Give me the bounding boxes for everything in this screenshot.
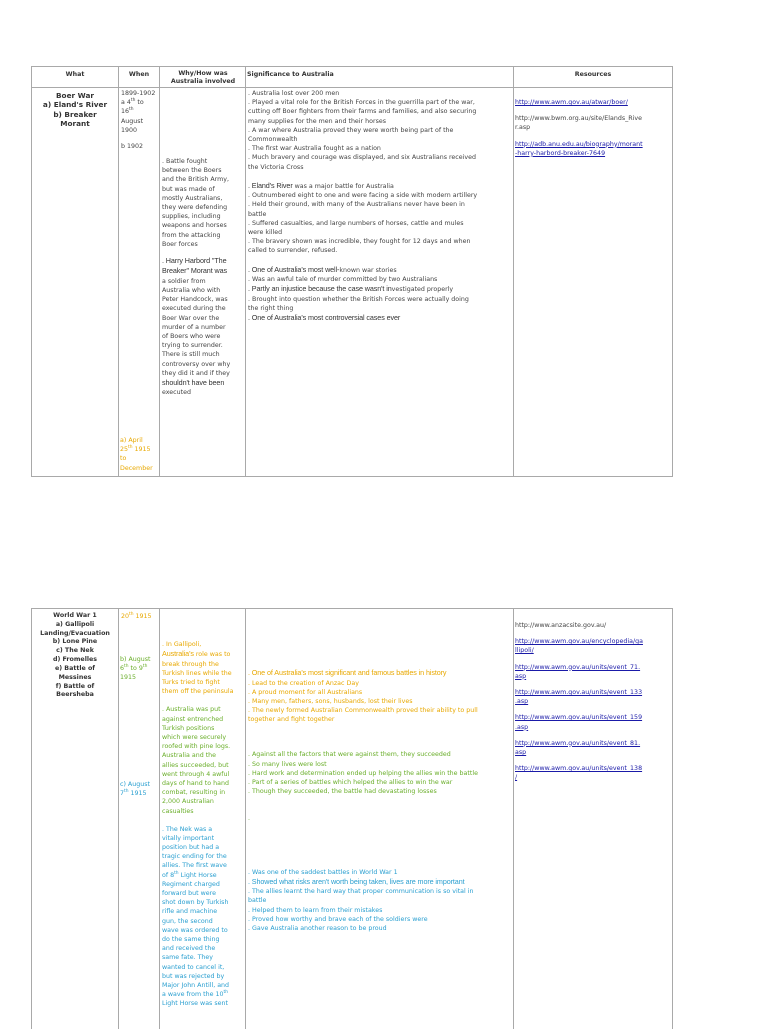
resource-link[interactable]: http://adb.anu.edu.au/biography/morant -harry-harbord-breaker-7649 <box>515 140 643 157</box>
resource-link[interactable]: http://www.awm.gov.au/units/event_138 / <box>515 765 643 782</box>
why-line: which were securely <box>162 734 227 742</box>
why-line: . The Nek was a <box>162 825 213 833</box>
significance-line: the right thing <box>248 304 294 312</box>
why-line: from the attacking <box>162 231 221 239</box>
what-line: a) Eland's River <box>42 100 108 110</box>
significance-line: . Much bravery and courage was displayed, and six Australians received <box>248 154 476 162</box>
why-line: but was made of <box>162 185 215 193</box>
why-line: Australia and the <box>162 752 217 760</box>
why-line: . In Gallipoli, <box>162 641 202 648</box>
when-line: c) August <box>120 781 150 788</box>
significance-line: . Brought into question whether the British Forces were actually doing <box>248 295 469 303</box>
significance-cell <box>248 89 512 324</box>
why-line: allies. The first wave <box>162 862 227 870</box>
when-line: 1899-1902 <box>121 90 156 97</box>
why-line: . Battle fought <box>162 158 208 165</box>
why-line: allies succeeded, but <box>162 761 229 769</box>
resource-link[interactable]: http://www.awm.gov.au/atwar/boer/ <box>515 99 628 106</box>
significance-line: many supplies for the men and their horses <box>248 117 387 125</box>
why-line: Breaker" Morant was <box>162 266 227 276</box>
significance-cell <box>248 668 512 933</box>
why-line: vitally important <box>162 834 215 842</box>
header-resources: Resources <box>574 71 612 78</box>
resource-link[interactable]: http://www.awm.gov.au/units/event_81. asp <box>515 739 641 756</box>
why-line: gun, the second <box>162 917 213 925</box>
why-line: 2,000 Australian <box>162 798 214 806</box>
why-line: they did it and if they <box>162 369 230 377</box>
when-line: b) August <box>120 656 151 663</box>
resources-cell <box>515 621 671 782</box>
why-line: break through the <box>162 660 219 668</box>
what-line: a) Gallipoli <box>55 620 95 628</box>
why-line: Boer forces <box>162 240 198 248</box>
significance-line: . Partly an injustice because the case wasn't investigated properly <box>248 284 454 294</box>
why-line: Peter Handcock, was <box>162 296 228 304</box>
why-line: position but had a <box>162 844 220 852</box>
why-line: days of hand to hand <box>162 779 229 787</box>
significance-line: . Against all the factors that were against them, they succeeded <box>248 751 451 759</box>
significance-line: the Victoria Cross <box>248 163 304 171</box>
significance-line: . Lead to the creation of Anzac Day <box>248 679 359 687</box>
when-cell-c <box>120 780 158 798</box>
why-line: but was rejected by <box>162 972 225 980</box>
why-line: went through 4 awful <box>162 770 230 778</box>
header-what: What <box>65 71 85 78</box>
why-line: do the same thing <box>162 935 220 943</box>
why-line: Boer War over the <box>162 314 220 322</box>
why-line: . Harry Harbord "The <box>162 255 227 265</box>
col-divider <box>513 67 514 476</box>
why-line: and received the <box>162 945 216 953</box>
significance-line: . Outnumbered eight to one and were facing a side with modern artillery <box>248 192 478 200</box>
col-divider <box>118 67 119 476</box>
when-cell-overflow <box>120 436 158 473</box>
when-line: 1915 <box>120 674 137 682</box>
why-line: a wave from the 10th <box>162 989 228 999</box>
why-line: rifle and machine <box>162 908 218 916</box>
when-line: 6th to 9th <box>120 664 148 673</box>
header-row-divider <box>32 87 672 88</box>
why-line: Turkish positions <box>162 724 215 732</box>
significance-line: . The first war Australia fought as a nation <box>248 145 381 153</box>
world-war-1-table <box>31 608 673 1029</box>
why-line: roofed with pine logs. <box>162 743 231 751</box>
what-line: Morant <box>60 119 90 129</box>
col-divider <box>118 609 119 1029</box>
header-why: Why/How was Australia involved <box>170 70 236 85</box>
resource-link[interactable]: http://www.anzacsite.gov.au/ <box>515 622 607 629</box>
what-line: World War 1 <box>53 612 97 619</box>
when-line: 1900 <box>121 126 138 134</box>
what-cell <box>32 612 118 700</box>
when-line: to <box>120 455 127 463</box>
when-line: August <box>121 117 144 125</box>
why-line: Australia who with <box>162 287 221 295</box>
why-line: controversy over why <box>162 360 231 368</box>
why-line: executed during the <box>162 305 226 313</box>
why-line: between the Boers <box>162 167 222 175</box>
when-line: 25th 1915 <box>120 445 151 454</box>
why-line: of Boers who were <box>162 333 221 341</box>
what-line: b) Breaker <box>53 109 97 119</box>
significance-line: . The bravery shown was incredible, they fought for 12 days and when <box>248 238 471 246</box>
why-line: murder of a number <box>162 323 226 331</box>
col-divider <box>159 67 160 476</box>
why-line: casualties <box>162 807 194 815</box>
why-line: wanted to cancel it, <box>162 963 225 971</box>
why-line: weapons and horses <box>162 222 227 230</box>
significance-line: . One of Australia's most controversial cases ever <box>248 313 401 323</box>
when-line: 7th 1915 <box>120 789 147 798</box>
significance-line: . Showed what risks aren't worth being taken, lives are more important <box>248 876 465 886</box>
significance-line: . <box>248 815 251 823</box>
when-line: a 4th to <box>121 98 144 107</box>
significance-line: . A proud moment for all Australians <box>248 688 363 696</box>
significance-line: . Proved how worthy and brave each of the soldiers were <box>248 915 428 923</box>
why-line: supplies, including <box>162 213 221 221</box>
what-line: Beersheba <box>56 691 94 699</box>
what-line: d) Fromelles <box>52 656 98 664</box>
why-line: against entrenched <box>162 715 224 723</box>
why-line: executed <box>162 389 191 397</box>
why-line: Regiment charged <box>162 880 220 888</box>
why-line: There is still much <box>162 351 220 359</box>
why-line: tragic ending for the <box>162 853 227 861</box>
why-line: they were defending <box>162 203 228 211</box>
significance-line: . Helped them to learn from their mistakes <box>248 906 383 914</box>
significance-line: cutting off Boer fighters from their farms and families, and also securing <box>248 108 477 116</box>
significance-line: . Played a vital role for the British Forces in the guerrilla part of the war, <box>248 99 475 107</box>
when-line: b 1902 <box>121 142 144 150</box>
what-line: Landing/Evacuation <box>40 629 110 637</box>
what-cell <box>32 91 118 129</box>
significance-line: called to surrender, refused. <box>248 247 338 255</box>
why-line: Major John Antill, and <box>162 981 230 989</box>
significance-line: . Held their ground, with many of the Australians never have been in <box>248 201 465 209</box>
significance-line: . Suffered casualties, and large numbers of horses, cattle and mules <box>248 219 464 227</box>
why-line: Turkish lines while the <box>162 669 232 677</box>
col-divider <box>513 609 514 1029</box>
what-line: c) The Nek <box>56 647 94 655</box>
when-cell <box>121 612 159 621</box>
resource-link[interactable]: http://www.awm.gov.au/units/event_133 .asp <box>515 688 643 706</box>
when-line: 20th 1915 <box>121 611 152 620</box>
significance-line: battle <box>248 210 267 218</box>
significance-line: battle <box>248 897 267 905</box>
when-line: December <box>120 464 153 472</box>
header-when: When <box>128 71 150 78</box>
col-divider <box>245 609 246 1029</box>
resource-link[interactable]: http://www.bwm.org.au/site/Elands_Rive r.asp <box>515 115 642 132</box>
when-cell-b <box>120 655 158 683</box>
why-line: same fate. They <box>162 954 214 962</box>
resource-link[interactable]: http://www.awm.gov.au/units/event_71. asp <box>515 663 641 680</box>
significance-line: . Eland's River was a major battle for Australia <box>248 180 394 190</box>
resource-link[interactable]: http://www.awm.gov.au/encyclopedia/ga llipoli/ <box>515 638 643 655</box>
what-line: b) Lone Pine <box>52 638 98 646</box>
why-line: and the British Army, <box>162 176 229 184</box>
significance-line: together and fight together <box>248 716 335 724</box>
significance-line: . The allies learnt the hard way that proper communication is so vital in <box>248 888 474 896</box>
significance-line: . So many lives were lost <box>248 760 327 768</box>
significance-line: . Many men, fathers, sons, husbands, lost their lives <box>248 697 413 705</box>
why-line: wave was ordered to <box>162 926 228 934</box>
when-cell <box>121 89 159 151</box>
why-line: mostly Australians, <box>162 194 223 202</box>
significance-line: Commonwealth <box>248 135 298 143</box>
when-line: 16th <box>121 107 134 116</box>
col-divider <box>245 67 246 476</box>
why-line: Turks tried to fight <box>162 679 220 687</box>
significance-line: . Was an awful tale of murder committed by two Australians <box>248 276 438 284</box>
why-line: of 8th Light Horse <box>162 870 217 879</box>
why-line: forward but were <box>162 890 216 898</box>
why-line: trying to surrender. <box>162 342 223 350</box>
significance-line: . Australia lost over 200 men <box>248 90 340 97</box>
col-divider <box>159 609 160 1029</box>
why-cell <box>162 640 245 1008</box>
why-line: Light Horse was sent <box>162 1000 228 1008</box>
significance-line: . A war where Australia proved they were worth being part of the <box>248 126 454 134</box>
why-line: a soldier from <box>162 277 206 285</box>
significance-line: . The newly formed Australian Commonwealth proved their ability to pull <box>248 707 478 715</box>
why-line: combat, resulting in <box>162 789 226 797</box>
resources-cell <box>515 98 671 158</box>
significance-line: . Was one of the saddest battles in World War 1 <box>248 868 398 876</box>
why-line: Australia's role was to <box>162 649 231 659</box>
what-line: e) Battle of <box>54 664 96 672</box>
what-line: f) Battle of <box>55 682 95 690</box>
resource-link[interactable]: http://www.awm.gov.au/units/event_159 .asp <box>515 714 643 731</box>
why-line: them off the peninsula <box>162 688 234 696</box>
significance-line: . Though they succeeded, the battle had devastating losses <box>248 788 437 796</box>
significance-line: . One of Australia's most significant and famous battles in history <box>248 668 447 677</box>
why-line: shot down by Turkish <box>162 899 229 907</box>
header-significance: Significance to Australia <box>247 71 334 78</box>
significance-line: . Hard work and determination ended up helping the allies win the battle <box>248 769 478 777</box>
what-line: Boer War <box>56 91 94 100</box>
significance-line: . Gave Australia another reason to be proud <box>248 925 387 933</box>
boer-war-table <box>31 66 673 477</box>
significance-line: were killed <box>248 228 283 236</box>
significance-line: . Part of a series of battles which helped the allies to win the war <box>248 779 453 787</box>
significance-line: . One of Australia's most well-known war stories <box>248 264 397 274</box>
why-cell <box>162 157 245 398</box>
what-line: Messines <box>58 673 92 681</box>
why-line: . Australia was put <box>162 706 221 714</box>
why-line: shouldn't have been <box>162 377 225 387</box>
when-line: a) April <box>120 437 143 444</box>
